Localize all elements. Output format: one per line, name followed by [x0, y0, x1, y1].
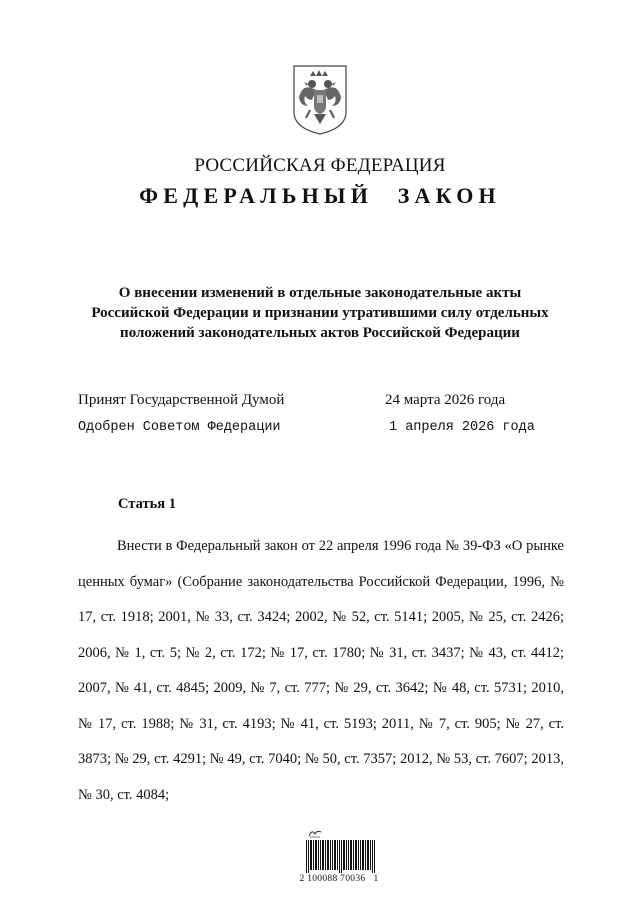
article-body: Внести в Федеральный закон от 22 апреля 1996 года № 39-ФЗ «О рынке ценных бумаг» (Собрание законодательства Российской Федерации, 1996, № 17, ст. 1918; 2001, № 33, ст. 3424; 2002, № 52, ст. 5141; 2005, № 25, ст. 2426; 2006, № 1, ст. 5; № 2, ст. 172; № 17, ст. 1780; № 31, ст. 3437; № 43, ст. 4412; 2007, № 41, ст. 4845; 2009, № 7, ст. 777; № 29, ст. 3642; № 48, ст. 5731; 2010, № 17, ст. 1988; № 31, ст. 4193; № 41, ст. 5193; 2011, № 7, ст. 905; № 27, ст. 3873; № 29, ст. 4291; № 49, ст. 7040; № 50, ст. 7357; 2012, № 53, ст. 7607; 2013, № 30, ст. 4084; [78, 538, 564, 803]
law-title-line: Российской Федерации и признании утратившими силу отдельных [91, 305, 549, 321]
law-title-line: О внесении изменений в отдельные законодательные акты [118, 285, 522, 301]
country-name: РОССИЙСКАЯ ФЕДЕРАЦИЯ [194, 155, 446, 176]
council-date: 1 апреля 2026 года [389, 420, 535, 435]
law-title [80, 283, 560, 343]
barcode-icon [306, 840, 376, 873]
article-heading: Статья 1 [118, 496, 176, 512]
coat-of-arms-icon [288, 62, 352, 136]
law-type-heading: ФЕДЕРАЛЬНЫЙ ЗАКОН [139, 183, 501, 208]
duma-label: Принят Государственной Думой [78, 392, 285, 408]
law-title-line: положений законодательных актов Российской Федерации [120, 325, 520, 341]
signature-mark-icon [308, 828, 322, 838]
council-label: Одобрен Советом Федерации [78, 420, 281, 435]
barcode-number: 2 100088 70036 1 [299, 874, 379, 884]
document-barcode [294, 828, 384, 884]
duma-date: 24 марта 2026 года [385, 392, 506, 408]
